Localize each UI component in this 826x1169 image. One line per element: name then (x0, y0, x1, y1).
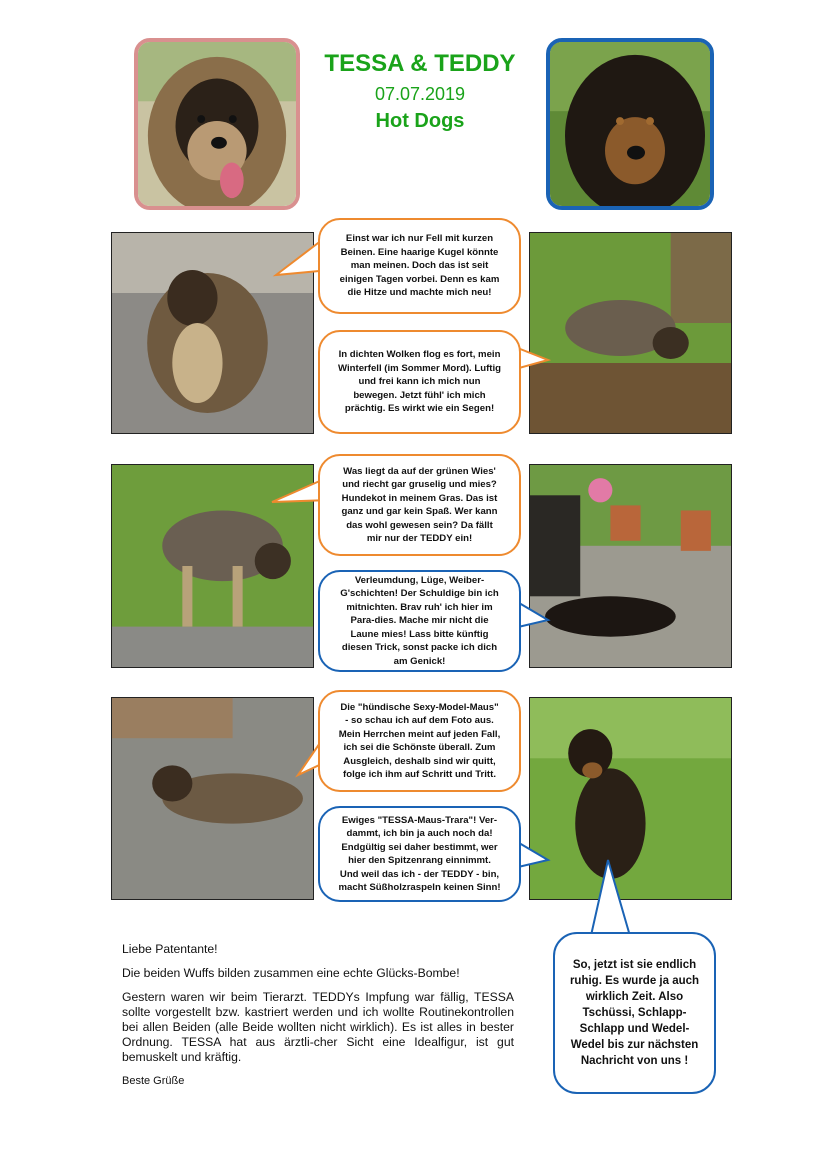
speech-bubble-4: Verleumdung, Lüge, Weiber-G'schichten! Der Schuldige bin ich mitnichten. Brav ruh' ich hier im Para-dies. Mache mir nicht die Laune mies! Lass bitte künftig diesen Trick, sonst packe ich dich am Genick! (318, 570, 521, 672)
subtitle: Hot Dogs (375, 110, 465, 132)
date: 07.07.2019 (374, 84, 466, 104)
letter-paragraph-2: Gestern waren wir beim Tierarzt. TEDDYs Impfung war fällig, TESSA sollte vorgestellt bzw. kastriert werden und ich wollte Routinekontrollen bei allen Beiden (alle Beide wollten nicht wirklich). Es ist alles in bester Ordnung. TESSA hat aus ärztli-cher Sicht eine Idealfigur, ist gut bemuskelt und kräftig. (122, 990, 514, 1064)
letter-greeting: Liebe Patentante! (122, 942, 218, 956)
speech-bubble-1: Einst war ich nur Fell mit kurzen Beinen. Eine haarige Kugel könnte man meinen. Doch das ist seit einigen Tagen vorbei. Denn es kam die Hitze und machte mich neu! (318, 218, 521, 314)
speech-bubble-3: Was liegt da auf der grünen Wies' und riecht gar gruselig und mies? Hundekot in meinem Gras. Das ist ganz und gar kein Spaß. Wer kann das wohl gewesen sein? Da fällt mir nur der TEDDY ein! (318, 454, 521, 556)
speech-bubble-7: So, jetzt ist sie endlich ruhig. Es wurde ja auch wirklich Zeit. Also Tschüssi, Schlapp-Schlapp und Wedel-Wedel bis zur nächsten Nachricht von uns ! (553, 932, 716, 1094)
speech-bubble-2: In dichten Wolken flog es fort, mein Winterfell (im Sommer Mord). Luftig und frei kann ich mich nun bewegen. Jetzt fühl' ich mich prächtig. Es wirkt wie ein Segen! (318, 330, 521, 434)
letter-paragraph-1: Die beiden Wuffs bilden zusammen eine echte Glücks-Bombe! (122, 966, 460, 980)
letter-closing: Beste Grüße (122, 1075, 185, 1087)
letter (122, 942, 514, 1098)
speech-bubble-6: Ewiges "TESSA-Maus-Trara"! Ver-dammt, ich bin ja auch noch da! Endgültig sei daher bestimmt, wer hier den Spitzenrang einnimmt. Und weil das ich - der TEDDY - bin, macht Süßholzraspeln keinen Sinn! (318, 806, 521, 902)
page-title: TESSA & TEDDY (324, 50, 516, 77)
speech-bubble-5: Die "hündische Sexy-Model-Maus" - so schau ich auf dem Foto aus. Mein Herrchen meint auf jeden Fall, ich sei die Schönste überall. Zum Ausgleich, deshalb sind wir quitt, folge ich ihm auf Schritt und Tritt. (318, 690, 521, 792)
